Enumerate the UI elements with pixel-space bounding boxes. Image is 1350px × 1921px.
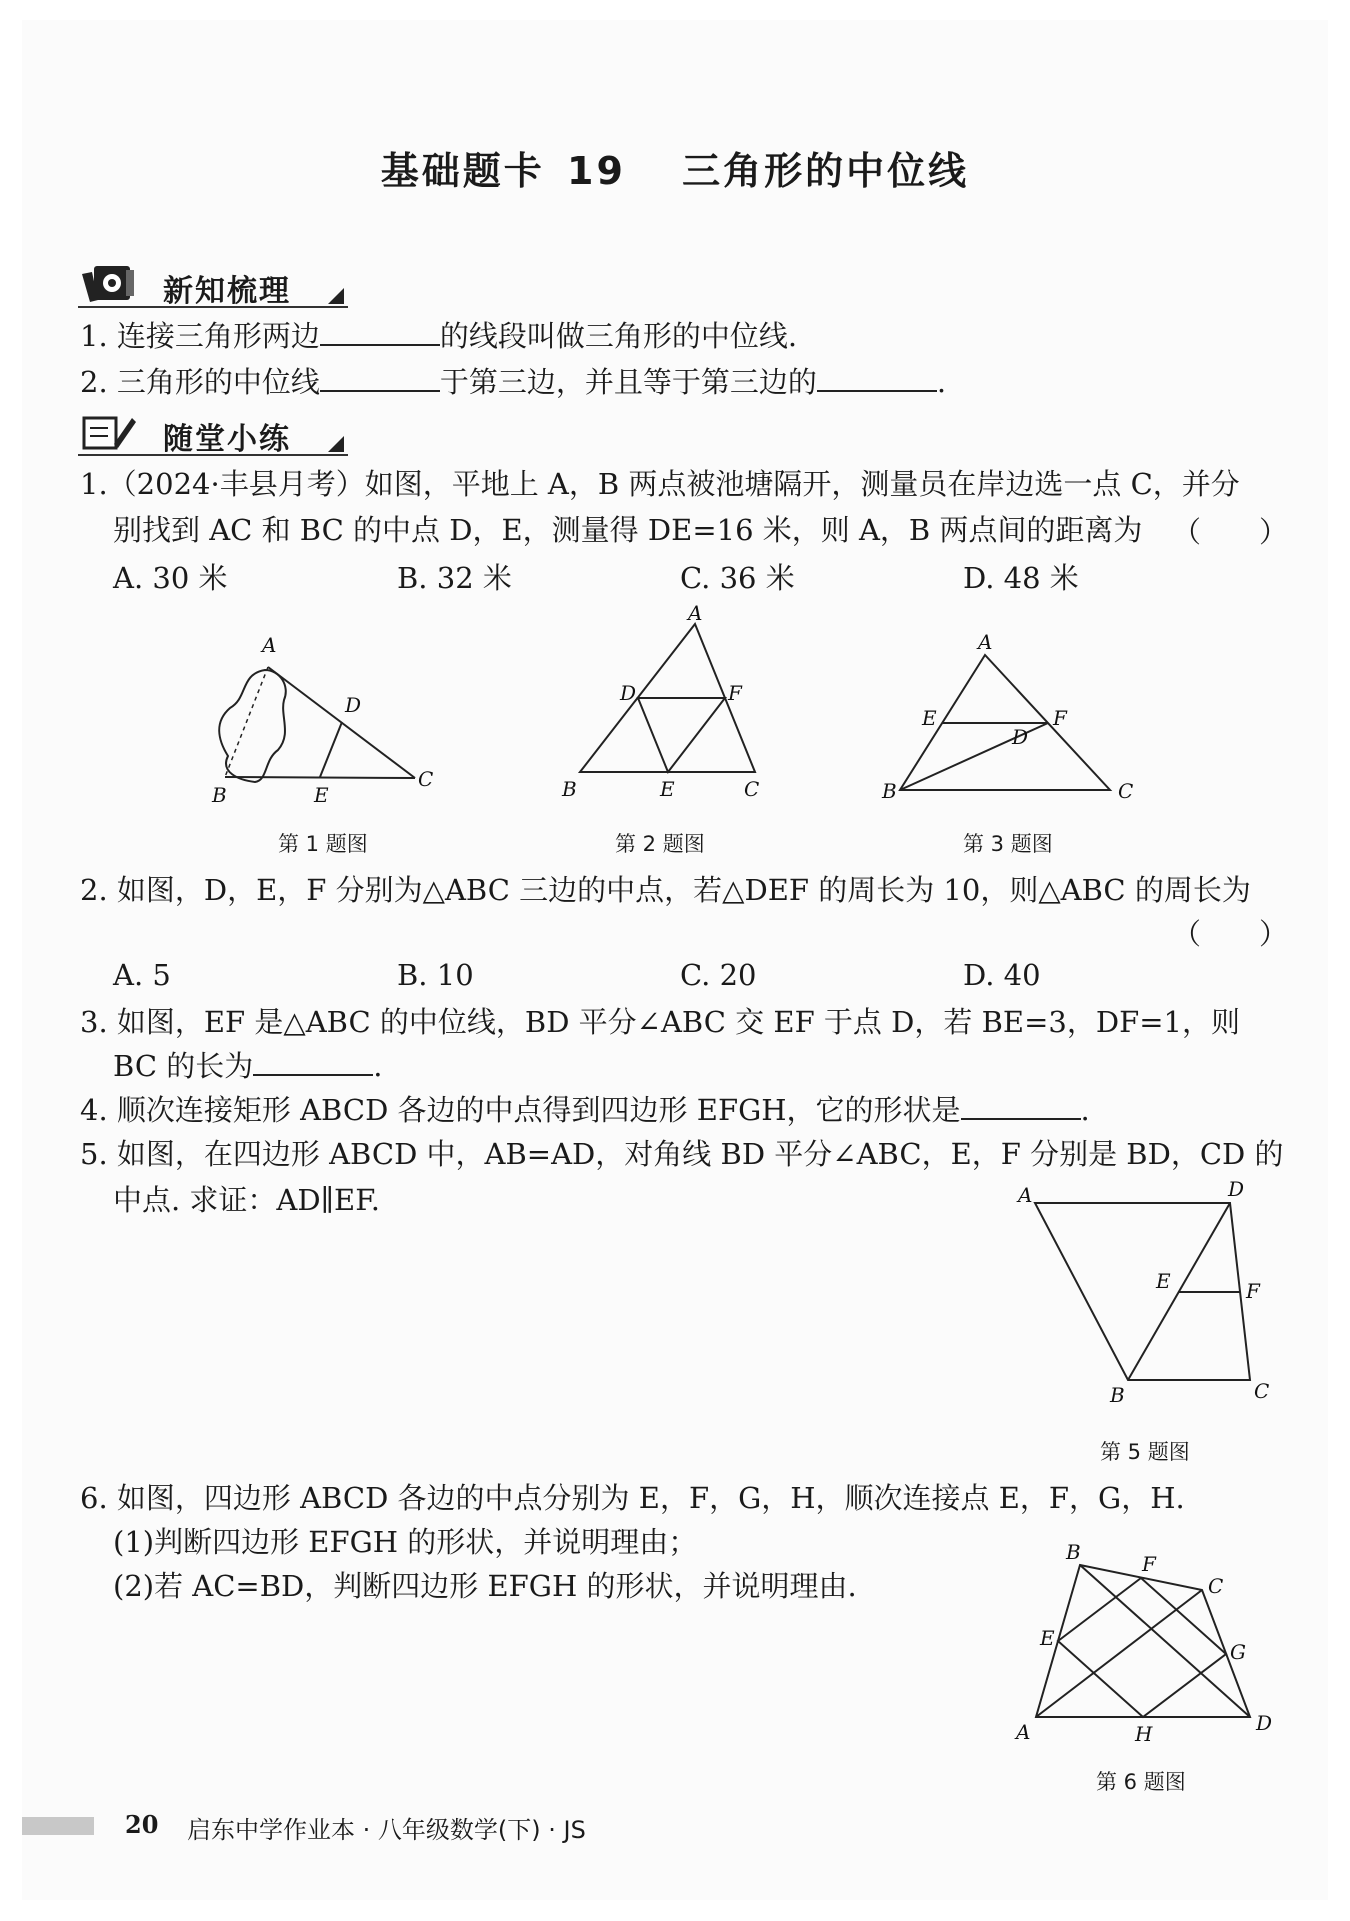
- figure-3-caption: 第 3 题图: [963, 832, 1053, 856]
- label-A: A: [1018, 1183, 1033, 1207]
- label-C: C: [418, 767, 434, 791]
- label-E: E: [314, 783, 329, 807]
- label-F: F: [1053, 706, 1067, 730]
- label-D: D: [1228, 1177, 1245, 1201]
- q1-option-a: A. 30 米: [113, 561, 228, 595]
- q6-line-1: 6. 如图，四边形 ABCD 各边的中点分别为 E，F，G，H，顺次连接点 E，F，G，H.: [80, 1481, 1185, 1515]
- q1-option-d: D. 48 米: [963, 561, 1079, 595]
- label-C: C: [1208, 1574, 1224, 1598]
- figure-3-diagram: [880, 630, 1150, 803]
- answer-blank[interactable]: [320, 318, 440, 346]
- section-header-practice: [78, 410, 348, 456]
- review-2-text-a: 2. 三角形的中位线: [80, 365, 320, 399]
- corner-triangle-icon: [328, 288, 344, 304]
- label-A: A: [262, 633, 277, 657]
- label-E: E: [922, 706, 937, 730]
- label-B: B: [882, 779, 897, 803]
- figure-5-caption: 第 5 题图: [1100, 1440, 1190, 1464]
- q1-option-b: B. 32 米: [397, 561, 512, 595]
- figure-2-diagram: [560, 602, 780, 802]
- label-C: C: [1254, 1379, 1270, 1403]
- review-item-1: [80, 316, 797, 356]
- figure-1-caption: 第 1 题图: [278, 832, 368, 856]
- label-B: B: [1066, 1540, 1081, 1564]
- figure-5-diagram: [1010, 1177, 1300, 1410]
- label-D: D: [1256, 1711, 1273, 1735]
- label-D: D: [1012, 725, 1029, 749]
- review-2-end: .: [936, 365, 947, 399]
- q1-line-2: 别找到 AC 和 BC 的中点 D，E，测量得 DE=16 米，则 A，B 两点间的距离为: [113, 513, 1143, 547]
- figure-1-diagram: [200, 630, 450, 810]
- page-number: 20: [125, 1810, 159, 1839]
- q2-line-1: 2. 如图，D，E，F 分别为△ABC 三边的中点，若△DEF 的周长为 10，则△ABC 的周长为: [80, 873, 1251, 907]
- footer-bar: [22, 1817, 94, 1835]
- review-1-text-a: 1. 连接三角形两边: [80, 319, 320, 353]
- label-F: F: [728, 681, 742, 705]
- figure-6-caption: 第 6 题图: [1096, 1770, 1186, 1794]
- q5-line-1: 5. 如图，在四边形 ABCD 中，AB=AD，对角线 BD 平分∠ABC，E，F 分别是 BD，CD 的: [80, 1137, 1284, 1171]
- label-C: C: [1118, 779, 1134, 803]
- label-F: F: [1246, 1279, 1260, 1303]
- q1-answer-parentheses[interactable]: （ ）: [1172, 515, 1289, 549]
- footer-text: 启东中学作业本 · 八年级数学(下) · JS: [187, 1816, 586, 1844]
- review-1-text-b: 的线段叫做三角形的中位线.: [439, 319, 798, 353]
- q5-line-2: 中点. 求证：AD∥EF.: [113, 1183, 381, 1217]
- title-number: 19: [567, 149, 626, 193]
- answer-blank[interactable]: [253, 1048, 373, 1076]
- q6-line-2: (1)判断四边形 EFGH 的形状，并说明理由；: [113, 1525, 698, 1559]
- q3-text: BC 的长为: [113, 1049, 254, 1083]
- label-E: E: [660, 777, 675, 801]
- q3-line-1: 3. 如图，EF 是△ABC 的中位线，BD 平分∠ABC 交 EF 于点 D，若 BE=3，DF=1，则: [80, 1005, 1240, 1039]
- section-label: 新知梳理: [163, 274, 291, 309]
- q3-line-2: [113, 1046, 382, 1086]
- figure-2-caption: 第 2 题图: [615, 832, 705, 856]
- label-A: A: [978, 630, 993, 654]
- q1-option-c: C. 36 米: [680, 561, 795, 595]
- label-A: A: [688, 601, 703, 625]
- q2-option-d: D. 40: [963, 958, 1041, 992]
- section-label: 随堂小练: [163, 422, 291, 457]
- label-C: C: [744, 777, 760, 801]
- label-D: D: [345, 693, 362, 717]
- answer-blank[interactable]: [320, 364, 440, 392]
- review-2-text-b: 于第三边，并且等于第三边的: [439, 365, 817, 399]
- corner-triangle-icon: [328, 436, 344, 452]
- q4-end: .: [1080, 1093, 1090, 1127]
- title-subtitle: 三角形的中位线: [682, 149, 970, 193]
- q2-option-a: A. 5: [113, 958, 171, 992]
- notebook-icon: [80, 266, 138, 302]
- label-B: B: [212, 783, 227, 807]
- label-B: B: [1110, 1383, 1125, 1407]
- pencil-notepad-icon: [80, 414, 138, 450]
- q1-line-1: 1.（2024·丰县月考）如图，平地上 A，B 两点被池塘隔开，测量员在岸边选一点 C，并分: [80, 467, 1240, 501]
- label-G: G: [1230, 1640, 1246, 1664]
- label-E: E: [1156, 1269, 1171, 1293]
- q2-option-b: B. 10: [397, 958, 474, 992]
- review-item-2: [80, 362, 946, 402]
- label-D: D: [620, 681, 637, 705]
- label-E: E: [1040, 1626, 1055, 1650]
- label-H: H: [1135, 1722, 1153, 1746]
- q2-answer-parentheses[interactable]: （ ）: [1172, 917, 1289, 951]
- label-F: F: [1142, 1552, 1156, 1576]
- label-B: B: [562, 777, 577, 801]
- label-A: A: [1016, 1720, 1031, 1744]
- page-title: [0, 140, 1350, 195]
- title-main: 基础题卡: [380, 149, 545, 193]
- q4-line-1: [80, 1090, 1090, 1130]
- figure-6-diagram: [1010, 1540, 1290, 1746]
- answer-blank[interactable]: [961, 1092, 1081, 1120]
- answer-blank[interactable]: [817, 364, 937, 392]
- q4-text: 4. 顺次连接矩形 ABCD 各边的中点得到四边形 EFGH，它的形状是: [80, 1093, 961, 1127]
- q2-option-c: C. 20: [680, 958, 757, 992]
- section-header-review: [78, 262, 348, 308]
- q6-line-3: (2)若 AC=BD，判断四边形 EFGH 的形状，并说明理由.: [113, 1569, 857, 1603]
- q3-end: .: [373, 1049, 383, 1083]
